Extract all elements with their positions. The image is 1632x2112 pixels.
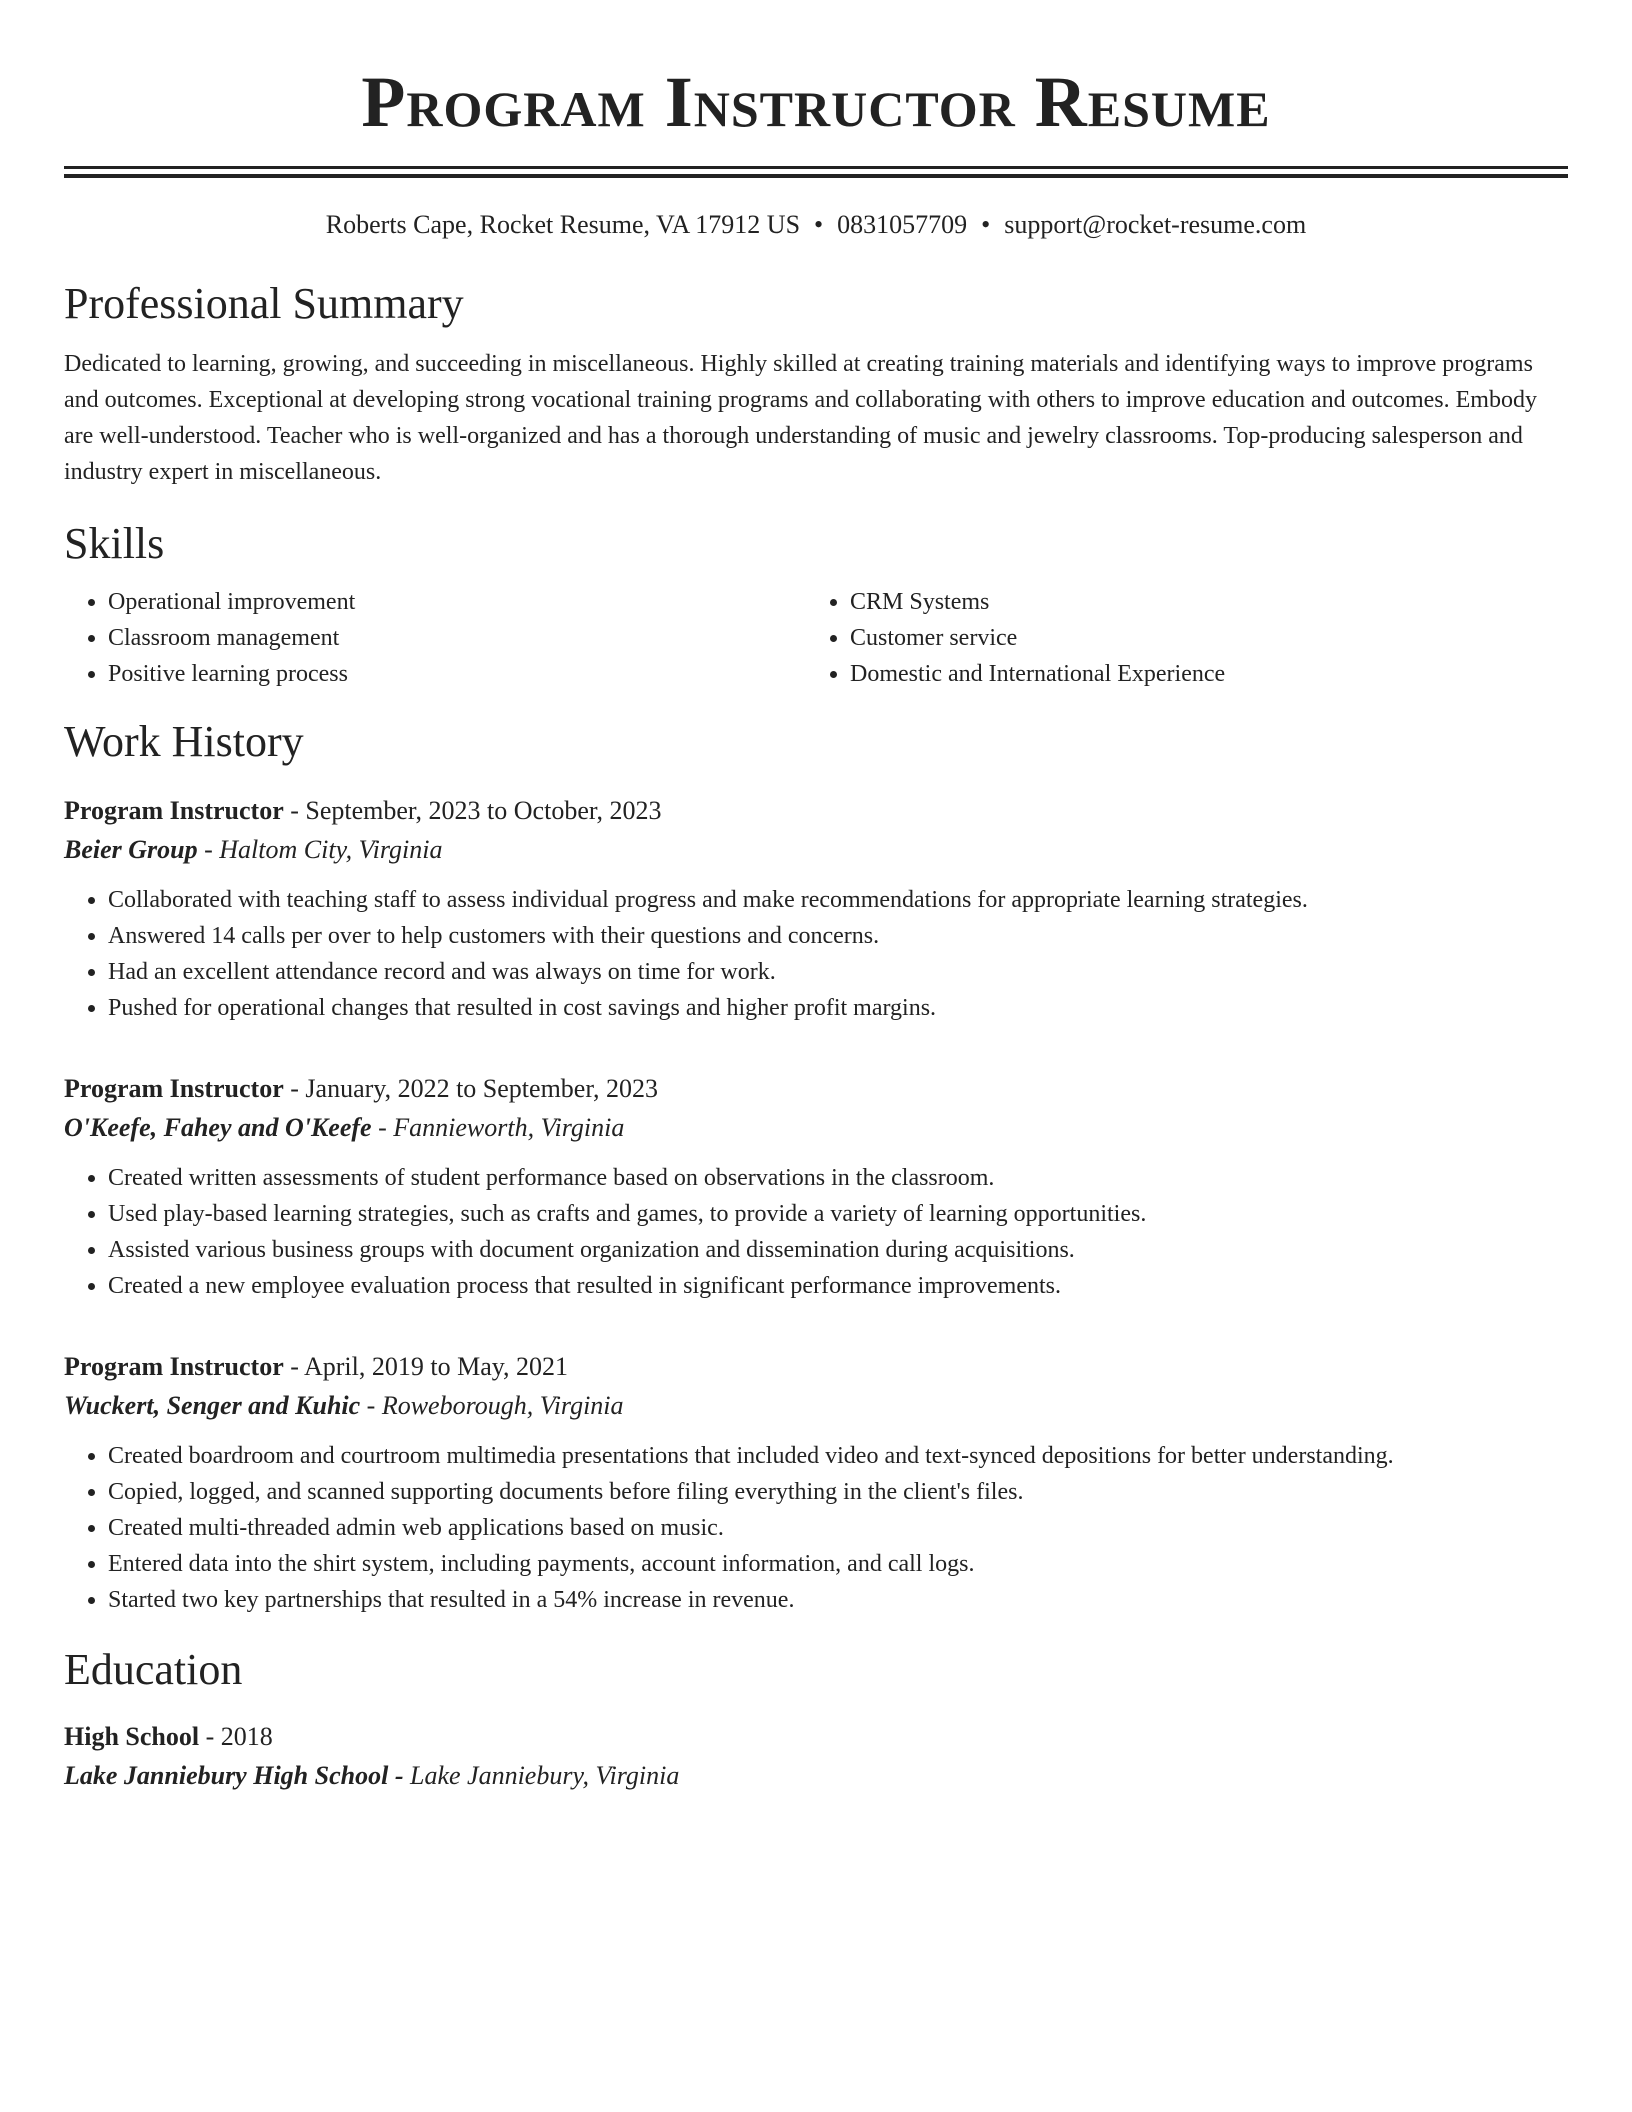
skills-heading: Skills <box>64 519 165 568</box>
job-bullet: • Copied, logged, and scanned supporting documents before filing everything in the client's files. <box>108 1474 1568 1510</box>
job-dates: - April, 2019 to May, 2021 <box>283 1352 569 1381</box>
summary-text: Dedicated to learning, growing, and succeeding in miscellaneous. Highly skilled at creating training materials and identifying ways to improve programs and outcomes. Exceptional at developing strong vocational training programs and collaborating with others to improve education and outcomes. Embody are well-understood. Teacher who is well-organized and has a thorough understanding of music and jewelry classrooms. Top-producing salesperson and industry expert in miscellaneous. <box>64 351 1537 485</box>
job-bullets <box>64 1160 1568 1304</box>
job-entry <box>64 1070 1568 1304</box>
job-title-line <box>64 1070 1568 1108</box>
skill-item: • CRM Systems <box>850 584 1548 620</box>
contact-line <box>64 208 1568 242</box>
degree-name: High School <box>64 1722 200 1751</box>
job-bullet: • Answered 14 calls per over to help customers with their questions and concerns. <box>108 918 1568 954</box>
job-bullet: • Collaborated with teaching staff to assess individual progress and make recommendations for appropriate learning strategies. <box>108 882 1568 918</box>
job-bullet: • Created multi-threaded admin web applications based on music. <box>108 1510 1568 1546</box>
skills-column-left <box>64 584 806 692</box>
job-bullet: • Used play-based learning strategies, such as crafts and games, to provide a variety of learning opportunities. <box>108 1196 1568 1232</box>
job-bullet: • Created a new employee evaluation process that resulted in significant performance improvements. <box>108 1268 1568 1304</box>
job-title: Program Instructor <box>64 1074 284 1103</box>
degree-year: - 2018 <box>199 1722 273 1751</box>
skill-item: • Classroom management <box>108 620 806 656</box>
job-entry <box>64 1348 1568 1618</box>
title-divider-bottom <box>64 174 1568 178</box>
company-line <box>64 1386 1568 1426</box>
contact-address: Roberts Cape, Rocket Resume, VA 17912 US <box>325 210 801 239</box>
company-location: - Roweborough, Virginia <box>360 1391 624 1420</box>
work-history-heading: Work History <box>64 717 304 766</box>
skill-item: • Domestic and International Experience <box>850 656 1548 692</box>
job-title: Program Instructor <box>64 796 284 825</box>
job-bullet: • Had an excellent attendance record and was always on time for work. <box>108 954 1568 990</box>
company-name: Wuckert, Senger and Kuhic <box>64 1391 361 1420</box>
skill-item: • Operational improvement <box>108 584 806 620</box>
contact-separator: • <box>981 210 991 239</box>
job-dates: - September, 2023 to October, 2023 <box>283 796 662 825</box>
contact-phone: 0831057709 <box>837 210 968 239</box>
summary-heading: Professional Summary <box>64 279 464 328</box>
job-entry <box>64 792 1568 1026</box>
company-name: Beier Group <box>64 835 198 864</box>
company-location: - Fannieworth, Virginia <box>371 1113 625 1142</box>
job-bullet: • Started two key partnerships that resulted in a 54% increase in revenue. <box>108 1582 1568 1618</box>
skill-item: • Customer service <box>850 620 1548 656</box>
job-bullet: • Entered data into the shirt system, including payments, account information, and call logs. <box>108 1546 1568 1582</box>
skill-item: • Positive learning process <box>108 656 806 692</box>
job-title-line <box>64 1348 1568 1386</box>
job-dates: - January, 2022 to September, 2023 <box>283 1074 658 1103</box>
school-location: Lake Janniebury, Virginia <box>409 1761 680 1790</box>
job-bullet: • Pushed for operational changes that resulted in cost savings and higher profit margins. <box>108 990 1568 1026</box>
education-heading: Education <box>64 1645 243 1694</box>
contact-email: support@rocket-resume.com <box>1004 210 1307 239</box>
education-entry <box>64 1718 1568 1796</box>
resume-title: Program Instructor Resume <box>361 62 1271 142</box>
company-line <box>64 830 1568 870</box>
degree-line <box>64 1718 1568 1756</box>
job-bullet: • Assisted various business groups with document organization and dissemination during acquisitions. <box>108 1232 1568 1268</box>
job-title: Program Instructor <box>64 1352 284 1381</box>
company-location: - Haltom City, Virginia <box>197 835 443 864</box>
job-bullets <box>64 1438 1568 1618</box>
resume-page <box>64 0 1568 1796</box>
job-bullet: • Created boardroom and courtroom multimedia presentations that included video and text-synced depositions for better understanding. <box>108 1438 1568 1474</box>
company-line <box>64 1108 1568 1148</box>
contact-separator: • <box>814 210 824 239</box>
job-title-line <box>64 792 1568 830</box>
job-bullets <box>64 882 1568 1026</box>
company-name: O'Keefe, Fahey and O'Keefe <box>64 1113 372 1142</box>
title-divider-top <box>64 166 1568 169</box>
school-line <box>64 1756 1568 1796</box>
school-name: Lake Janniebury High School - <box>64 1761 410 1790</box>
skills-column-right <box>806 584 1548 692</box>
skills-list <box>64 584 1568 692</box>
job-bullet: • Created written assessments of student performance based on observations in the classroom. <box>108 1160 1568 1196</box>
